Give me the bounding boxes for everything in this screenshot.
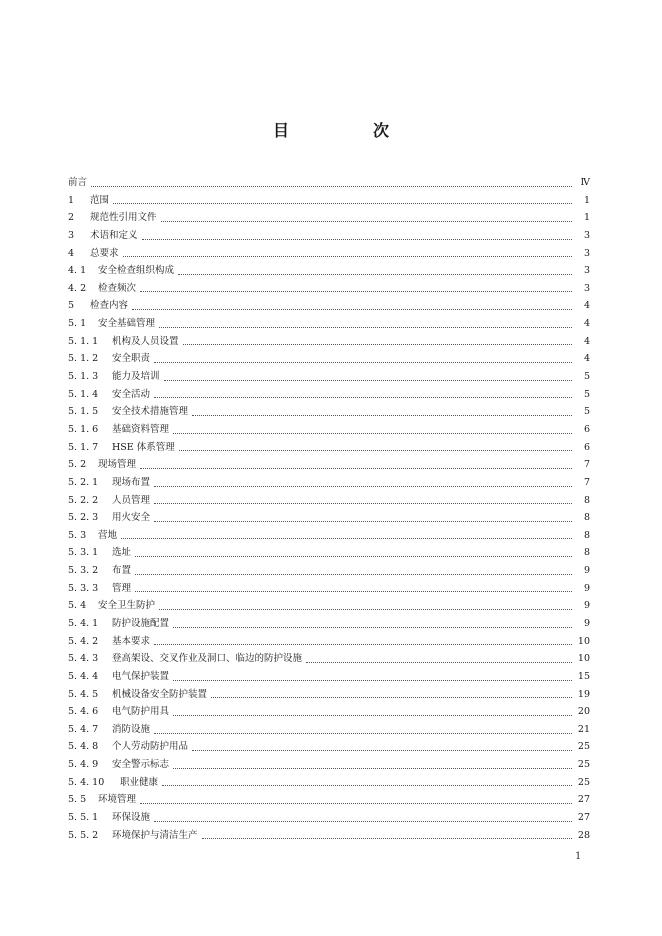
table-of-contents [68, 174, 590, 844]
toc-leader-dots [192, 414, 572, 416]
toc-leader-dots [173, 767, 572, 769]
toc-entry[interactable] [68, 403, 590, 421]
toc-entry-page: 27 [577, 794, 590, 806]
toc-entry-page: 6 [583, 423, 590, 435]
toc-entry-page: 3 [583, 282, 590, 294]
toc-entry-title: 检查频次 [98, 282, 137, 294]
toc-entry-page: 27 [577, 812, 590, 824]
toc-entry[interactable] [68, 474, 590, 492]
toc-entry-title: 职业健康 [120, 776, 159, 788]
toc-entry[interactable] [68, 509, 590, 527]
toc-entry-number: 5. 1 [68, 318, 87, 330]
toc-leader-dots [164, 379, 572, 381]
toc-entry[interactable] [68, 686, 590, 704]
toc-entry-title: 安全卫生防护 [98, 600, 156, 612]
toc-entry-number: 5. 1. 2 [68, 353, 99, 365]
toc-entry-page: 20 [577, 706, 590, 718]
toc-entry[interactable] [68, 527, 590, 545]
toc-entry-number: 5. 3 [68, 529, 87, 541]
toc-entry-number: 5. 1. 7 [68, 441, 99, 453]
toc-entry-title: 机械设备安全防护装置 [112, 688, 208, 700]
toc-entry-title: 电气防护用具 [112, 706, 170, 718]
toc-entry-number: 5. 5. 1 [68, 812, 99, 824]
toc-entry-number: 1 [68, 194, 75, 206]
toc-entry-page: 1 [583, 212, 590, 224]
toc-entry-number: 5. 2 [68, 459, 87, 471]
toc-entry-page: 8 [583, 529, 590, 541]
toc-entry[interactable] [68, 597, 590, 615]
toc-leader-dots [140, 467, 572, 469]
toc-entry-number: 5. 4. 1 [68, 618, 99, 629]
toc-entry-title: 选址 [112, 547, 132, 559]
toc-entry-page: 10 [577, 635, 590, 647]
toc-entry[interactable] [68, 791, 590, 809]
toc-entry[interactable] [68, 174, 590, 192]
toc-entry-page: 3 [583, 247, 590, 259]
toc-leader-dots [183, 343, 572, 345]
toc-entry[interactable] [68, 386, 590, 404]
toc-entry-page: 5 [583, 388, 590, 400]
toc-entry-number: 5. 1. 1 [68, 335, 99, 347]
toc-leader-dots [140, 290, 572, 292]
toc-entry-title: 范围 [90, 194, 110, 206]
toc-entry[interactable] [68, 827, 590, 845]
toc-entry[interactable] [68, 368, 590, 386]
toc-entry[interactable] [68, 562, 590, 580]
toc-entry-page: 4 [583, 300, 590, 312]
toc-leader-dots [192, 749, 572, 751]
toc-entry-number: 5. 4. 6 [68, 706, 99, 718]
toc-entry[interactable] [68, 421, 590, 439]
toc-entry-number: 5. 4. 3 [68, 653, 99, 665]
toc-leader-dots [154, 732, 572, 734]
toc-entry-title: 营地 [98, 529, 118, 541]
toc-entry-title: 基础资料管理 [112, 423, 170, 435]
toc-entry-page: 5 [583, 406, 590, 418]
toc-entry[interactable] [68, 721, 590, 739]
toc-entry-page: 9 [583, 582, 590, 594]
toc-entry-title: HSE 体系管理 [112, 441, 175, 453]
toc-leader-dots [135, 555, 572, 557]
toc-entry[interactable] [68, 280, 590, 298]
toc-leader-dots [140, 802, 572, 804]
toc-entry[interactable] [68, 262, 590, 280]
toc-entry-title: 前言 [68, 176, 88, 188]
toc-entry[interactable] [68, 580, 590, 598]
toc-entry-page: 7 [583, 476, 590, 488]
toc-leader-dots [211, 696, 572, 698]
toc-leader-dots [173, 626, 572, 628]
toc-leader-dots [113, 202, 572, 204]
toc-entry[interactable] [68, 650, 590, 668]
toc-leader-dots [154, 502, 572, 504]
toc-entry-title: 现场管理 [98, 459, 137, 471]
toc-entry[interactable] [68, 756, 590, 774]
toc-entry[interactable] [68, 439, 590, 457]
toc-entry-number: 4. 1 [68, 265, 87, 277]
toc-entry[interactable] [68, 333, 590, 351]
toc-leader-dots [91, 185, 572, 187]
toc-entry-page: 25 [577, 776, 590, 788]
toc-entry[interactable] [68, 774, 590, 792]
toc-entry-title: 安全警示标志 [112, 759, 170, 771]
toc-entry-title: 安全基础管理 [98, 318, 156, 330]
toc-entry-title: 检查内容 [90, 300, 129, 312]
toc-entry-number: 5. 4. 7 [68, 723, 99, 735]
toc-entry-title: 个人劳动防护用品 [112, 741, 189, 753]
toc-leader-dots [162, 784, 572, 786]
toc-entry[interactable] [68, 227, 590, 245]
toc-leader-dots [132, 308, 572, 310]
toc-leader-dots [154, 396, 572, 398]
toc-entry[interactable] [68, 192, 590, 210]
toc-entry-page: 4 [583, 318, 590, 330]
toc-entry-page: 10 [577, 653, 590, 665]
toc-entry-number: 5. 1. 5 [68, 406, 99, 418]
toc-entry-title: 安全职责 [112, 353, 151, 365]
toc-entry-page: 28 [577, 829, 590, 841]
toc-entry-number: 5. 3. 2 [68, 565, 99, 577]
toc-entry-title: 安全活动 [112, 388, 151, 400]
toc-entry-title: 登高架设、交叉作业及洞口、临边的防护设施 [112, 653, 303, 665]
toc-entry-number: 5. 1. 6 [68, 423, 99, 435]
toc-entry-page: 8 [583, 547, 590, 559]
toc-entry[interactable] [68, 245, 590, 263]
toc-entry-title: 能力及培训 [112, 371, 160, 383]
toc-leader-dots [179, 449, 572, 451]
toc-entry-page: 9 [583, 600, 590, 612]
toc-leader-dots [142, 238, 572, 240]
page-number: 1 [575, 851, 582, 862]
toc-entry-page: 8 [583, 512, 590, 524]
toc-entry-number: 3 [68, 229, 75, 241]
toc-leader-dots [202, 837, 572, 839]
toc-entry[interactable] [68, 615, 590, 633]
toc-leader-dots [154, 361, 572, 363]
toc-entry-title: 总要求 [90, 247, 119, 259]
toc-leader-dots [178, 273, 572, 275]
toc-entry-title: 环境管理 [98, 794, 137, 806]
toc-leader-dots [173, 714, 572, 716]
toc-entry[interactable] [68, 492, 590, 510]
toc-entry-page: 4 [583, 335, 590, 347]
toc-leader-dots [159, 608, 572, 610]
toc-leader-dots [154, 520, 572, 522]
toc-entry-number: 4 [68, 247, 75, 259]
toc-entry-title: 防护设施配置 [112, 618, 170, 629]
toc-entry-title: 机构及人员设置 [112, 335, 179, 347]
toc-entry-number: 5. 5 [68, 794, 87, 806]
toc-entry-title: 管理 [112, 582, 132, 594]
toc-entry-number: 5. 2. 2 [68, 494, 99, 506]
toc-entry[interactable] [68, 209, 590, 227]
toc-entry[interactable] [68, 703, 590, 721]
toc-entry[interactable] [68, 668, 590, 686]
toc-entry-number: 2 [68, 212, 75, 224]
toc-entry-page: 7 [583, 459, 590, 471]
toc-entry-page: 4 [583, 353, 590, 365]
toc-entry-page: 9 [583, 618, 590, 629]
toc-leader-dots [121, 537, 572, 539]
toc-entry[interactable] [68, 544, 590, 562]
toc-entry-number: 5. 1. 3 [68, 371, 99, 383]
toc-entry[interactable] [68, 315, 590, 333]
toc-entry-title: 规范性引用文件 [90, 212, 157, 224]
toc-entry-number: 5. 4. 10 [68, 776, 105, 788]
toc-entry-title: 环保设施 [112, 812, 151, 824]
toc-entry-title: 安全技术措施管理 [112, 406, 189, 418]
toc-entry-number: 4. 2 [68, 282, 87, 294]
toc-entry-number: 5. 4. 5 [68, 688, 99, 700]
toc-leader-dots [173, 432, 572, 434]
toc-entry-number: 5. 4. 4 [68, 670, 99, 682]
toc-leader-dots [173, 679, 572, 681]
toc-entry-number: 5. 1. 4 [68, 388, 99, 400]
toc-entry-title: 消防设施 [112, 723, 151, 735]
toc-entry-number: 5. 4. 2 [68, 635, 99, 647]
toc-entry-title: 基本要求 [112, 635, 151, 647]
toc-entry-page: 15 [577, 670, 590, 682]
toc-entry-number: 5. 2. 1 [68, 476, 99, 488]
toc-entry-title: 电气保护装置 [112, 670, 170, 682]
toc-entry-number: 5 [68, 300, 75, 312]
toc-entry-page: 8 [583, 494, 590, 506]
toc-entry-title: 现场布置 [112, 476, 151, 488]
toc-entry-title: 布置 [112, 565, 132, 577]
toc-leader-dots [135, 573, 572, 575]
toc-entry-page: 25 [577, 741, 590, 753]
toc-entry-number: 5. 3. 1 [68, 547, 99, 559]
toc-entry-number: 5. 2. 3 [68, 512, 99, 524]
toc-entry[interactable] [68, 633, 590, 651]
toc-entry-page: 9 [583, 565, 590, 577]
toc-entry-number: 5. 5. 2 [68, 829, 99, 841]
toc-leader-dots [306, 661, 572, 663]
toc-entry-page: 25 [577, 759, 590, 771]
toc-leader-dots [123, 255, 572, 257]
toc-entry-page: 1 [583, 194, 590, 206]
toc-leader-dots [135, 590, 572, 592]
toc-entry-page: 3 [583, 229, 590, 241]
toc-entry-title: 用火安全 [112, 512, 151, 524]
toc-leader-dots [154, 820, 572, 822]
toc-entry-number: 5. 3. 3 [68, 582, 99, 594]
toc-entry-title: 安全检查组织构成 [98, 265, 175, 277]
toc-entry-title: 环境保护与清洁生产 [112, 829, 198, 841]
toc-entry[interactable] [68, 456, 590, 474]
toc-entry-page: 5 [583, 371, 590, 383]
toc-entry[interactable] [68, 350, 590, 368]
toc-leader-dots [161, 220, 572, 222]
toc-entry-page: 6 [583, 441, 590, 453]
toc-leader-dots [154, 643, 572, 645]
toc-entry[interactable] [68, 297, 590, 315]
page-title: 目 次 [272, 121, 423, 140]
toc-entry-title: 术语和定义 [90, 229, 138, 241]
toc-entry-page: 21 [577, 723, 590, 735]
toc-leader-dots [159, 326, 572, 328]
toc-leader-dots [154, 485, 572, 487]
toc-entry-page: Ⅳ [580, 176, 590, 188]
toc-entry-number: 5. 4. 9 [68, 759, 99, 771]
toc-entry-page: 19 [577, 688, 590, 700]
toc-entry[interactable] [68, 809, 590, 827]
toc-entry-title: 人员管理 [112, 494, 151, 506]
toc-entry-number: 5. 4. 8 [68, 741, 99, 753]
toc-entry-number: 5. 4 [68, 600, 87, 612]
toc-entry[interactable] [68, 739, 590, 757]
toc-entry-page: 3 [583, 265, 590, 277]
